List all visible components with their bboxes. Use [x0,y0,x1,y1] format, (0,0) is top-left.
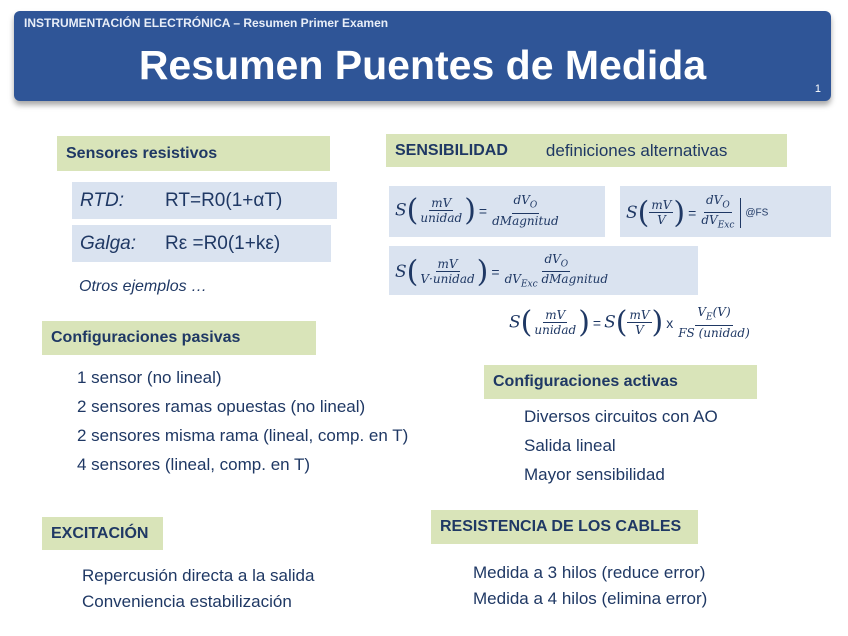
pasivas-heading: Configuraciones pasivas [42,321,316,355]
excitacion-heading: EXCITACIÓN [42,517,163,550]
excitacion-item: Repercusión directa a la salida [82,566,315,585]
galga-box [72,225,331,262]
cables-item: Medida a 3 hilos (reduce error) [473,563,706,582]
pasivas-item: 2 sensores ramas opuestas (no lineal) [77,397,366,416]
pasivas-item: 2 sensores misma rama (lineal, comp. en T) [77,426,409,445]
galga-label: Galga: [80,233,136,254]
rtd-formula: RT=R0(1+αT) [165,190,283,211]
sensitivity-formula-4: S( $\frac{mV}{\text{unidad}}$ ) = S( $\frac{mV}{V}$ ) x $\frac{V_E(V)}{\text{FS (unidad)}}$ [509,305,750,340]
galga-formula: Rε =R0(1+kε) [165,233,281,254]
pasivas-item: 4 sensores (lineal, comp. en T) [77,455,311,474]
cables-heading: RESISTENCIA DE LOS CABLES [431,510,698,544]
activas-item: Diversos circuitos con AO [524,407,718,426]
course-subtitle: INSTRUMENTACIÓN ELECTRÓNICA – Resumen Primer Examen [24,16,389,30]
activas-item: Mayor sensibilidad [524,465,665,484]
activas-heading: Configuraciones activas [484,365,757,399]
title-banner [14,11,831,101]
sensibilidad-title: SENSIBILIDAD [395,141,508,159]
rtd-label: RTD: [80,190,124,211]
sensibilidad-subtitle: definiciones alternativas [545,140,728,160]
sensitivity-formula-3-box [389,246,698,295]
page-number: 1 [814,83,821,95]
sensitivity-formula-2: S( $\frac{mV}{V}$ ) = $\frac{dV_O}{dV_{Exc}}$ @FS [626,193,769,231]
sensitivity-formula-1: S( $\frac{mV}{\text{unidad}}$ ) = $\frac{dV_O}{\text{dMagnitud}}$ [395,193,559,228]
page-title: Resumen Puentes de Medida [138,42,707,88]
cables-item: Medida a 4 hilos (elimina error) [473,589,708,608]
sensitivity-formula-3: S( $\frac{mV}{\text{V·unidad}}$ ) = $\frac{dV_O}{dV_{Exc} dMagnitud}$ [395,252,609,290]
sensitivity-formula-2-box [620,186,831,237]
rtd-box [72,182,337,219]
otros-ejemplos: Otros ejemplos … [79,278,208,295]
sensores-heading: Sensores resistivos [57,136,330,171]
activas-item: Salida lineal [524,436,616,455]
pasivas-item: 1 sensor (no lineal) [77,368,222,387]
sensibilidad-heading [386,134,787,167]
sensitivity-formula-1-box [389,186,605,237]
excitacion-item: Conveniencia estabilización [82,592,292,611]
